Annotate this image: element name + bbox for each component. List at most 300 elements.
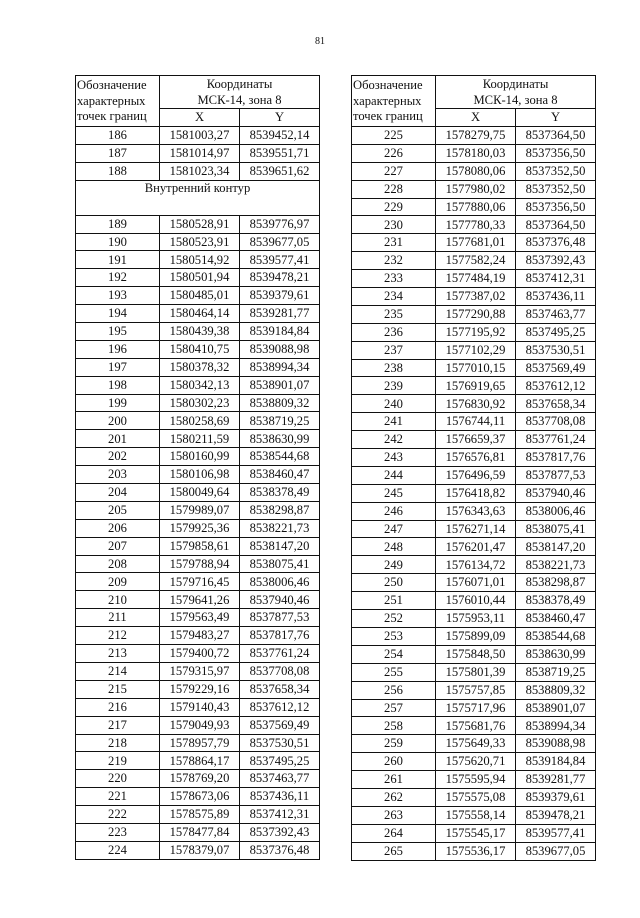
x-coordinate: 1576744,11 <box>436 413 516 431</box>
table-row <box>352 663 596 681</box>
x-coordinate: 1575575,08 <box>436 788 516 806</box>
table-row <box>76 555 320 573</box>
y-coordinate: 8538901,07 <box>240 376 320 394</box>
x-coordinate: 1579400,72 <box>160 645 240 663</box>
x-coordinate: 1580258,69 <box>160 412 240 430</box>
x-coordinate: 1580049,64 <box>160 484 240 502</box>
x-coordinate: 1577582,24 <box>436 252 516 270</box>
point-number: 230 <box>352 216 436 234</box>
y-coordinate: 8538147,20 <box>516 538 596 556</box>
y-coordinate: 8538630,99 <box>240 430 320 448</box>
x-coordinate: 1580211,59 <box>160 430 240 448</box>
table-row <box>76 376 320 394</box>
table-header <box>352 76 596 127</box>
table-row <box>352 681 596 699</box>
table-row <box>76 162 320 180</box>
x-coordinate: 1579049,93 <box>160 716 240 734</box>
y-coordinate: 8539379,61 <box>516 788 596 806</box>
y-coordinate: 8538809,32 <box>240 394 320 412</box>
x-coordinate: 1580501,94 <box>160 269 240 287</box>
x-coordinate: 1575757,85 <box>436 681 516 699</box>
x-coordinate: 1576830,92 <box>436 395 516 413</box>
table-row <box>352 252 596 270</box>
table-row <box>352 144 596 162</box>
point-number: 232 <box>352 252 436 270</box>
designation-line-1: Обозначение <box>353 78 423 93</box>
x-coordinate: 1580464,14 <box>160 305 240 323</box>
y-coordinate: 8537612,12 <box>240 698 320 716</box>
y-coordinate: 8537463,77 <box>516 305 596 323</box>
x-coordinate: 1576271,14 <box>436 520 516 538</box>
point-number: 209 <box>76 573 160 591</box>
point-number: 238 <box>352 359 436 377</box>
x-coordinate: 1580160,99 <box>160 448 240 466</box>
table-row <box>352 538 596 556</box>
x-coordinate: 1580302,23 <box>160 394 240 412</box>
point-number: 191 <box>76 251 160 269</box>
point-number: 203 <box>76 466 160 484</box>
y-coordinate: 8537761,24 <box>240 645 320 663</box>
table-row <box>76 788 320 806</box>
table-row <box>352 216 596 234</box>
point-number: 223 <box>76 823 160 841</box>
point-number: 199 <box>76 394 160 412</box>
y-coordinate: 8538460,47 <box>516 610 596 628</box>
point-number: 243 <box>352 449 436 467</box>
table-row <box>76 251 320 269</box>
y-coordinate: 8537412,31 <box>516 270 596 288</box>
table-row <box>76 323 320 341</box>
x-coordinate: 1578957,79 <box>160 734 240 752</box>
x-coordinate: 1581003,27 <box>160 127 240 145</box>
x-coordinate: 1575953,11 <box>436 610 516 628</box>
table-row <box>352 699 596 717</box>
table-row <box>352 824 596 842</box>
point-number: 215 <box>76 680 160 698</box>
y-coordinate: 8538630,99 <box>516 645 596 663</box>
x-coordinate: 1577681,01 <box>436 234 516 252</box>
point-number: 244 <box>352 466 436 484</box>
y-coordinate: 8537708,08 <box>240 662 320 680</box>
coordinates-table-right <box>351 75 596 861</box>
x-coordinate: 1576071,01 <box>436 574 516 592</box>
point-number: 262 <box>352 788 436 806</box>
y-coordinate: 8537495,25 <box>516 323 596 341</box>
y-coordinate: 8538221,73 <box>240 519 320 537</box>
table-row <box>76 609 320 627</box>
rows-inner-contour <box>76 215 320 859</box>
section-title: Внутренний контур <box>76 180 320 215</box>
x-coordinate: 1579641,26 <box>160 591 240 609</box>
table-row <box>76 144 320 162</box>
table-row <box>352 305 596 323</box>
y-coordinate: 8537658,34 <box>240 680 320 698</box>
y-coordinate: 8538719,25 <box>240 412 320 430</box>
point-number: 242 <box>352 431 436 449</box>
rows-outer-contour <box>76 127 320 181</box>
table-row <box>76 448 320 466</box>
table-row <box>76 501 320 519</box>
y-coordinate: 8539651,62 <box>240 162 320 180</box>
y-coordinate: 8539677,05 <box>516 842 596 860</box>
section-inner-contour <box>76 180 320 215</box>
table-row <box>352 484 596 502</box>
point-number: 193 <box>76 287 160 305</box>
x-column-header: X <box>160 109 240 127</box>
x-coordinate: 1578673,06 <box>160 788 240 806</box>
x-coordinate: 1578080,06 <box>436 162 516 180</box>
y-coordinate: 8537708,08 <box>516 413 596 431</box>
y-coordinate: 8537817,76 <box>516 449 596 467</box>
y-coordinate: 8538075,41 <box>516 520 596 538</box>
y-coordinate: 8539478,21 <box>516 806 596 824</box>
y-coordinate: 8539088,98 <box>240 340 320 358</box>
y-coordinate: 8539184,84 <box>240 323 320 341</box>
y-column-header: Y <box>516 109 596 127</box>
x-coordinate: 1575801,39 <box>436 663 516 681</box>
table-row <box>76 841 320 859</box>
point-number: 200 <box>76 412 160 430</box>
y-coordinate: 8537495,25 <box>240 752 320 770</box>
y-coordinate: 8537364,50 <box>516 127 596 145</box>
coordinates-header-line-2: МСК-14, зона 8 <box>160 92 320 109</box>
table-row <box>352 574 596 592</box>
point-number: 207 <box>76 537 160 555</box>
y-coordinate: 8539452,14 <box>240 127 320 145</box>
point-number: 239 <box>352 377 436 395</box>
y-coordinate: 8537352,50 <box>516 162 596 180</box>
table-row <box>352 288 596 306</box>
y-coordinate: 8539577,41 <box>516 824 596 842</box>
y-coordinate: 8537364,50 <box>516 216 596 234</box>
y-coordinate: 8537877,53 <box>516 466 596 484</box>
y-coordinate: 8539577,41 <box>240 251 320 269</box>
x-coordinate: 1575558,14 <box>436 806 516 824</box>
point-number: 256 <box>352 681 436 699</box>
designation-line-1: Обозначение <box>77 78 147 93</box>
y-coordinate: 8538544,68 <box>516 627 596 645</box>
y-coordinate: 8537658,34 <box>516 395 596 413</box>
point-number: 258 <box>352 717 436 735</box>
table-row <box>76 430 320 448</box>
x-coordinate: 1579925,36 <box>160 519 240 537</box>
point-number: 204 <box>76 484 160 502</box>
x-coordinate: 1575681,76 <box>436 717 516 735</box>
y-coordinate: 8539776,97 <box>240 215 320 233</box>
point-number: 257 <box>352 699 436 717</box>
point-number: 214 <box>76 662 160 680</box>
x-coordinate: 1577387,02 <box>436 288 516 306</box>
table-row <box>352 323 596 341</box>
y-coordinate: 8537392,43 <box>516 252 596 270</box>
table-row <box>76 591 320 609</box>
x-coordinate: 1579140,43 <box>160 698 240 716</box>
y-coordinate: 8537376,48 <box>516 234 596 252</box>
x-coordinate: 1580485,01 <box>160 287 240 305</box>
y-coordinate: 8537436,11 <box>240 788 320 806</box>
point-number: 263 <box>352 806 436 824</box>
designation-line-3: точек границ <box>77 109 147 124</box>
table-row <box>352 645 596 663</box>
point-number: 265 <box>352 842 436 860</box>
x-coordinate: 1578180,03 <box>436 144 516 162</box>
table-row <box>76 806 320 824</box>
y-coordinate: 8537940,46 <box>240 591 320 609</box>
y-coordinate: 8539281,77 <box>240 305 320 323</box>
table-row <box>76 734 320 752</box>
point-number: 252 <box>352 610 436 628</box>
table-row <box>76 698 320 716</box>
designation-header <box>352 76 436 127</box>
x-coordinate: 1580410,75 <box>160 340 240 358</box>
table-row <box>352 413 596 431</box>
table-row <box>352 162 596 180</box>
x-coordinate: 1575848,50 <box>436 645 516 663</box>
y-coordinate: 8538298,87 <box>240 501 320 519</box>
x-coordinate: 1577880,06 <box>436 198 516 216</box>
y-coordinate: 8538006,46 <box>516 502 596 520</box>
table-row <box>76 127 320 145</box>
table-row <box>352 806 596 824</box>
table-row <box>76 233 320 251</box>
table-row <box>352 610 596 628</box>
x-coordinate: 1578379,07 <box>160 841 240 859</box>
x-coordinate: 1580523,91 <box>160 233 240 251</box>
table-row <box>76 215 320 233</box>
y-coordinate: 8538994,34 <box>240 358 320 376</box>
point-number: 211 <box>76 609 160 627</box>
x-coordinate: 1578864,17 <box>160 752 240 770</box>
point-number: 237 <box>352 341 436 359</box>
point-number: 259 <box>352 735 436 753</box>
x-coordinate: 1576919,65 <box>436 377 516 395</box>
point-number: 229 <box>352 198 436 216</box>
y-coordinate: 8539379,61 <box>240 287 320 305</box>
y-coordinate: 8537612,12 <box>516 377 596 395</box>
y-coordinate: 8538809,32 <box>516 681 596 699</box>
point-number: 213 <box>76 645 160 663</box>
table-row <box>352 359 596 377</box>
point-number: 210 <box>76 591 160 609</box>
designation-line-2: характерных <box>353 93 422 108</box>
y-column-header: Y <box>240 109 320 127</box>
x-coordinate: 1579563,49 <box>160 609 240 627</box>
y-coordinate: 8538460,47 <box>240 466 320 484</box>
table-row <box>352 198 596 216</box>
coordinates-table-left <box>75 75 320 860</box>
point-number: 206 <box>76 519 160 537</box>
table-row <box>76 662 320 680</box>
point-number: 249 <box>352 556 436 574</box>
y-coordinate: 8538075,41 <box>240 555 320 573</box>
point-number: 245 <box>352 484 436 502</box>
x-coordinate: 1576201,47 <box>436 538 516 556</box>
y-coordinate: 8539677,05 <box>240 233 320 251</box>
point-number: 248 <box>352 538 436 556</box>
point-number: 228 <box>352 180 436 198</box>
y-coordinate: 8537356,50 <box>516 144 596 162</box>
point-number: 218 <box>76 734 160 752</box>
y-coordinate: 8537356,50 <box>516 198 596 216</box>
table-row <box>76 305 320 323</box>
x-coordinate: 1580342,13 <box>160 376 240 394</box>
y-coordinate: 8538378,49 <box>516 592 596 610</box>
x-coordinate: 1578279,75 <box>436 127 516 145</box>
y-coordinate: 8537412,31 <box>240 806 320 824</box>
y-coordinate: 8538221,73 <box>516 556 596 574</box>
point-number: 224 <box>76 841 160 859</box>
x-coordinate: 1576576,81 <box>436 449 516 467</box>
point-number: 197 <box>76 358 160 376</box>
point-number: 195 <box>76 323 160 341</box>
table-row <box>76 519 320 537</box>
point-number: 240 <box>352 395 436 413</box>
point-number: 227 <box>352 162 436 180</box>
point-number: 198 <box>76 376 160 394</box>
x-coordinate: 1576343,63 <box>436 502 516 520</box>
x-coordinate: 1579716,45 <box>160 573 240 591</box>
table-row <box>76 394 320 412</box>
table-row <box>352 520 596 538</box>
point-number: 235 <box>352 305 436 323</box>
table-row <box>352 466 596 484</box>
x-coordinate: 1575536,17 <box>436 842 516 860</box>
x-coordinate: 1576418,82 <box>436 484 516 502</box>
y-coordinate: 8538006,46 <box>240 573 320 591</box>
x-coordinate: 1577980,02 <box>436 180 516 198</box>
designation-line-3: точек границ <box>353 109 423 124</box>
x-coordinate: 1579989,07 <box>160 501 240 519</box>
coordinates-header-line-1: Координаты <box>436 76 596 93</box>
point-number: 255 <box>352 663 436 681</box>
table-row <box>352 395 596 413</box>
table-row <box>76 358 320 376</box>
point-number: 205 <box>76 501 160 519</box>
x-coordinate: 1575595,94 <box>436 771 516 789</box>
point-number: 220 <box>76 770 160 788</box>
x-coordinate: 1579788,94 <box>160 555 240 573</box>
point-number: 233 <box>352 270 436 288</box>
point-number: 251 <box>352 592 436 610</box>
table-row <box>352 556 596 574</box>
y-coordinate: 8539551,71 <box>240 144 320 162</box>
rows-inner-contour-continued <box>352 127 596 861</box>
y-coordinate: 8538147,20 <box>240 537 320 555</box>
table-row <box>76 770 320 788</box>
x-coordinate: 1578769,20 <box>160 770 240 788</box>
y-coordinate: 8537352,50 <box>516 180 596 198</box>
point-number: 236 <box>352 323 436 341</box>
point-number: 234 <box>352 288 436 306</box>
table-row <box>76 340 320 358</box>
table-row <box>352 234 596 252</box>
table-row <box>352 377 596 395</box>
point-number: 187 <box>76 144 160 162</box>
y-coordinate: 8537376,48 <box>240 841 320 859</box>
x-coordinate: 1575649,33 <box>436 735 516 753</box>
y-coordinate: 8539478,21 <box>240 269 320 287</box>
table-row <box>352 842 596 860</box>
point-number: 225 <box>352 127 436 145</box>
point-number: 190 <box>76 233 160 251</box>
y-coordinate: 8538901,07 <box>516 699 596 717</box>
coordinates-header-line-2: МСК-14, зона 8 <box>436 92 596 109</box>
table-row <box>76 484 320 502</box>
y-coordinate: 8537877,53 <box>240 609 320 627</box>
table-row <box>76 680 320 698</box>
y-coordinate: 8538994,34 <box>516 717 596 735</box>
x-coordinate: 1577290,88 <box>436 305 516 323</box>
table-row <box>352 717 596 735</box>
x-coordinate: 1576010,44 <box>436 592 516 610</box>
x-coordinate: 1575620,71 <box>436 753 516 771</box>
y-coordinate: 8539088,98 <box>516 735 596 753</box>
table-row <box>352 592 596 610</box>
y-coordinate: 8539184,84 <box>516 753 596 771</box>
x-coordinate: 1577484,19 <box>436 270 516 288</box>
table-row <box>76 752 320 770</box>
y-coordinate: 8537569,49 <box>240 716 320 734</box>
table-row <box>76 823 320 841</box>
table-row <box>76 627 320 645</box>
x-coordinate: 1581023,34 <box>160 162 240 180</box>
page-number: 81 <box>315 36 325 47</box>
table-row <box>352 788 596 806</box>
x-coordinate: 1580106,98 <box>160 466 240 484</box>
point-number: 189 <box>76 215 160 233</box>
x-coordinate: 1580528,91 <box>160 215 240 233</box>
x-coordinate: 1575717,96 <box>436 699 516 717</box>
x-coordinate: 1577780,33 <box>436 216 516 234</box>
y-coordinate: 8537817,76 <box>240 627 320 645</box>
x-coordinate: 1576496,59 <box>436 466 516 484</box>
point-number: 219 <box>76 752 160 770</box>
x-coordinate: 1577010,15 <box>436 359 516 377</box>
table-row <box>76 573 320 591</box>
table-row <box>352 180 596 198</box>
y-coordinate: 8537392,43 <box>240 823 320 841</box>
point-number: 260 <box>352 753 436 771</box>
point-number: 226 <box>352 144 436 162</box>
table-row <box>76 645 320 663</box>
table-row <box>76 412 320 430</box>
x-coordinate: 1579858,61 <box>160 537 240 555</box>
y-coordinate: 8537463,77 <box>240 770 320 788</box>
table-row <box>76 537 320 555</box>
table-header <box>76 76 320 127</box>
x-coordinate: 1580378,32 <box>160 358 240 376</box>
point-number: 212 <box>76 627 160 645</box>
point-number: 216 <box>76 698 160 716</box>
x-coordinate: 1578477,84 <box>160 823 240 841</box>
table-row <box>352 341 596 359</box>
y-coordinate: 8538298,87 <box>516 574 596 592</box>
x-coordinate: 1579483,27 <box>160 627 240 645</box>
x-column-header: X <box>436 109 516 127</box>
table-row <box>352 753 596 771</box>
y-coordinate: 8538719,25 <box>516 663 596 681</box>
point-number: 253 <box>352 627 436 645</box>
y-coordinate: 8537530,51 <box>516 341 596 359</box>
point-number: 217 <box>76 716 160 734</box>
y-coordinate: 8539281,77 <box>516 771 596 789</box>
point-number: 201 <box>76 430 160 448</box>
designation-header <box>76 76 160 127</box>
x-coordinate: 1576134,72 <box>436 556 516 574</box>
table-row <box>352 627 596 645</box>
table-row <box>352 270 596 288</box>
y-coordinate: 8537530,51 <box>240 734 320 752</box>
